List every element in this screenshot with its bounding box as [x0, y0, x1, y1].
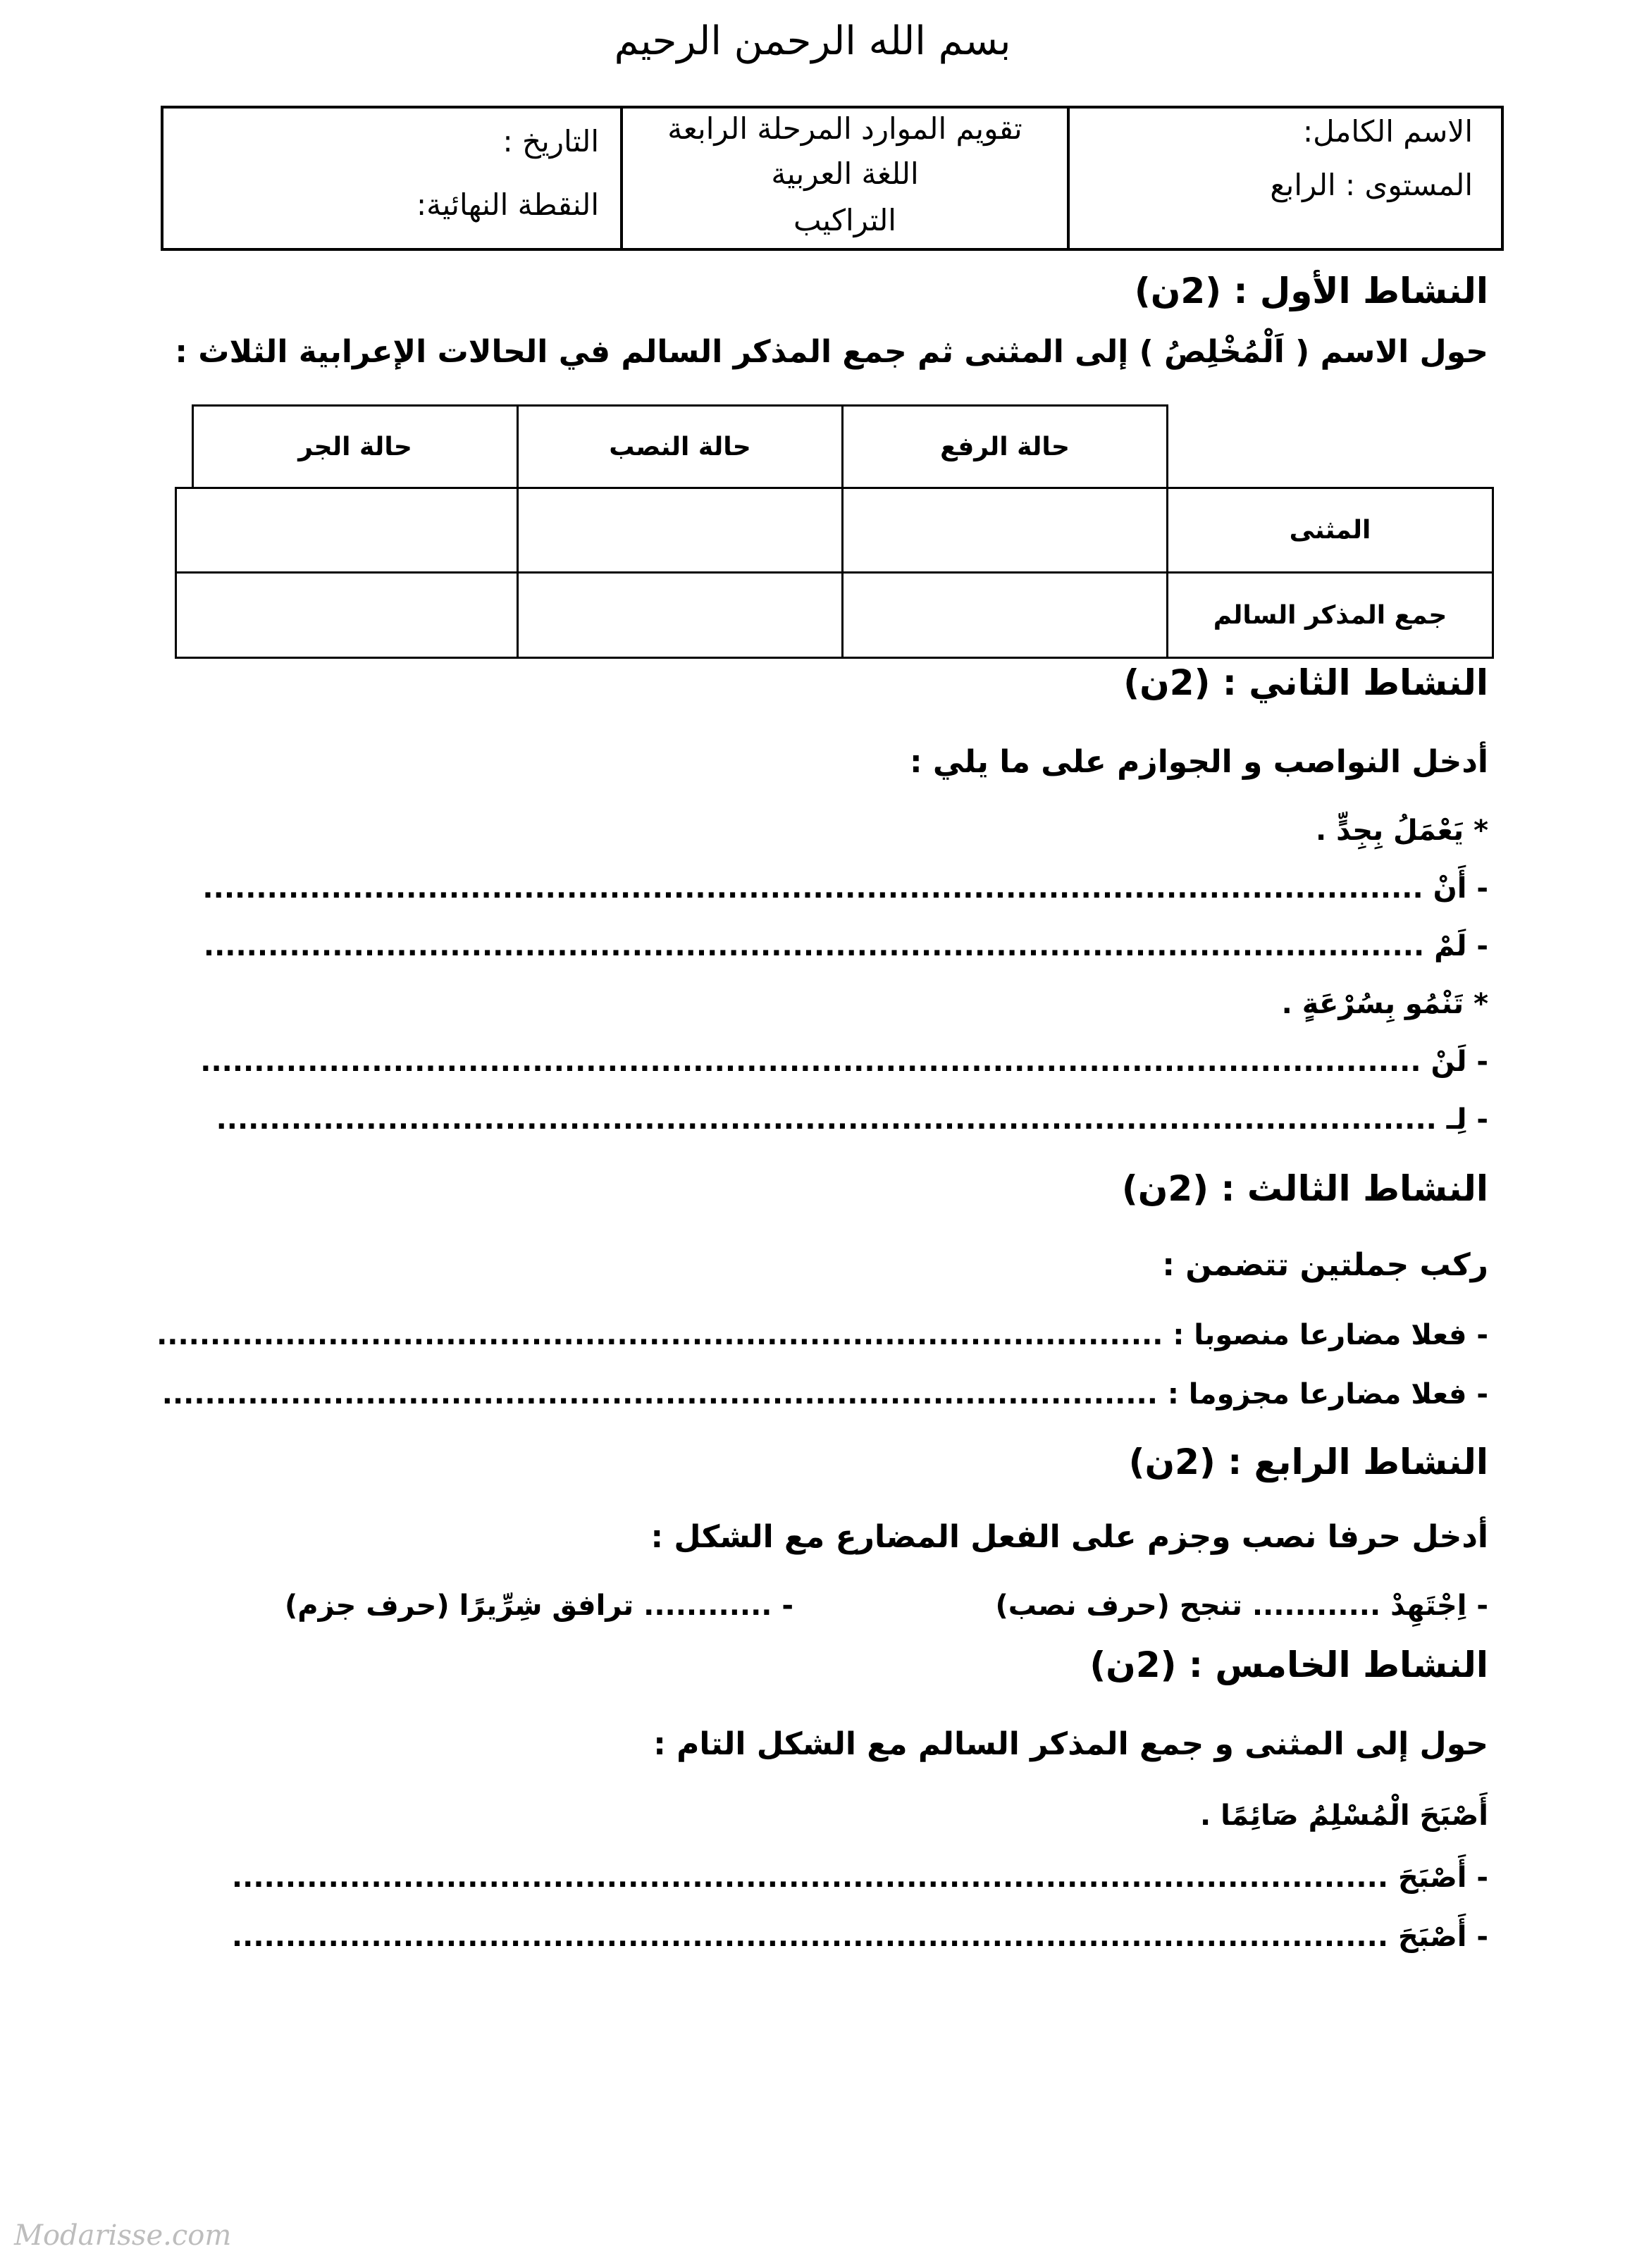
- activity4-item1[interactable]: - اِجْتَهِدْ ............ تنجح (حرف نصب): [995, 1590, 1488, 1622]
- exam-subject: اللغة العربية: [771, 156, 919, 191]
- table-cell-plural-accusative[interactable]: [517, 571, 844, 659]
- activity2-sentence2: * تَنْمُو بِسُرْعَةٍ .: [1281, 988, 1488, 1020]
- header-box: [161, 106, 1504, 251]
- site-watermark: Modarisse.com: [14, 2219, 232, 2252]
- activity5-title: النشاط الخامس : (2ن): [1089, 1644, 1488, 1685]
- activity2-answer-line4[interactable]: - لِـ ..................................................................................................................: [216, 1103, 1488, 1136]
- conjugation-table: [175, 404, 1494, 661]
- table-cell-plural-genitive[interactable]: [175, 571, 519, 659]
- exam-title-line1: تقويم الموارد المرحلة الرابعة: [667, 111, 1022, 146]
- date-score-cell: [161, 109, 620, 248]
- activity4-instruction: أدخل حرفا نصب وجزم على الفعل المضارع مع الشكل :: [650, 1519, 1488, 1555]
- activity3-title: النشاط الثالث : (2ن): [1121, 1168, 1488, 1209]
- table-header-genitive: حالة الجر: [192, 404, 519, 489]
- table-cell-plural-nominative[interactable]: [841, 571, 1168, 659]
- final-score-label: النقطة النهائية:: [416, 187, 599, 222]
- date-label: التاريخ :: [502, 124, 599, 159]
- exam-title-cell: [620, 109, 1067, 248]
- exam-component: التراكيب: [793, 203, 896, 237]
- activity2-instruction: أدخل النواصب و الجوازم على ما يلي :: [909, 744, 1488, 780]
- activity5-answer-line2[interactable]: - أَصْبَحَ ............................................................................................................: [231, 1921, 1488, 1953]
- activity2-answer-line3[interactable]: - لَنْ ..................................................................................................................: [200, 1046, 1488, 1078]
- activity4-title: النشاط الرابع : (2ن): [1128, 1442, 1488, 1482]
- activity3-answer-line1[interactable]: - فعلا مضارعا منصوبا : ..............................................................................................: [156, 1319, 1488, 1351]
- table-cell-dual-nominative[interactable]: [841, 487, 1168, 574]
- table-row-label-dual: المثنى: [1166, 487, 1494, 574]
- activity3-instruction: ركب جملتين تتضمن :: [1162, 1247, 1488, 1283]
- activity2-answer-line1[interactable]: - أَنْ ..................................................................................................................: [202, 872, 1488, 905]
- activity2-answer-line2[interactable]: - لَمْ ..................................................................................................................: [203, 930, 1488, 962]
- table-header-nominative: حالة الرفع: [841, 404, 1168, 489]
- activity2-sentence1: * يَعْمَلُ بِجِدٍّ .: [1316, 814, 1488, 847]
- activity1-title: النشاط الأول : (2ن): [1134, 271, 1488, 311]
- activity5-sentence: أَصْبَحَ الْمُسْلِمُ صَائِمًا .: [1200, 1799, 1488, 1832]
- activity2-title: النشاط الثاني : (2ن): [1123, 662, 1488, 703]
- full-name-label: الاسم الكامل:: [1302, 114, 1473, 149]
- level-label: المستوى : الرابع: [1270, 168, 1473, 202]
- table-row-label-plural: جمع المذكر السالم: [1166, 571, 1494, 659]
- activity5-answer-line1[interactable]: - أَصْبَحَ ............................................................................................................: [231, 1861, 1488, 1894]
- activity1-instruction: حول الاسم ( اَلْمُخْلِصُ ) إلى المثنى ثم جمع المذكر السالم في الحالات الإعرابية الثلاث :: [175, 334, 1488, 370]
- table-cell-dual-genitive[interactable]: [175, 487, 519, 574]
- student-info-cell: [1067, 109, 1501, 248]
- activity3-answer-line2[interactable]: - فعلا مضارعا مجزوما : .............................................................................................: [161, 1378, 1488, 1411]
- activity4-item2[interactable]: - ............ ترافق شِرِّيرًا (حرف جزم): [284, 1590, 793, 1622]
- activity5-instruction: حول إلى المثنى و جمع المذكر السالم مع الشكل التام :: [653, 1726, 1488, 1762]
- basmala-heading: بسم الله الرحمن الرحيم: [614, 18, 1011, 64]
- table-header-accusative: حالة النصب: [517, 404, 844, 489]
- table-cell-dual-accusative[interactable]: [517, 487, 844, 574]
